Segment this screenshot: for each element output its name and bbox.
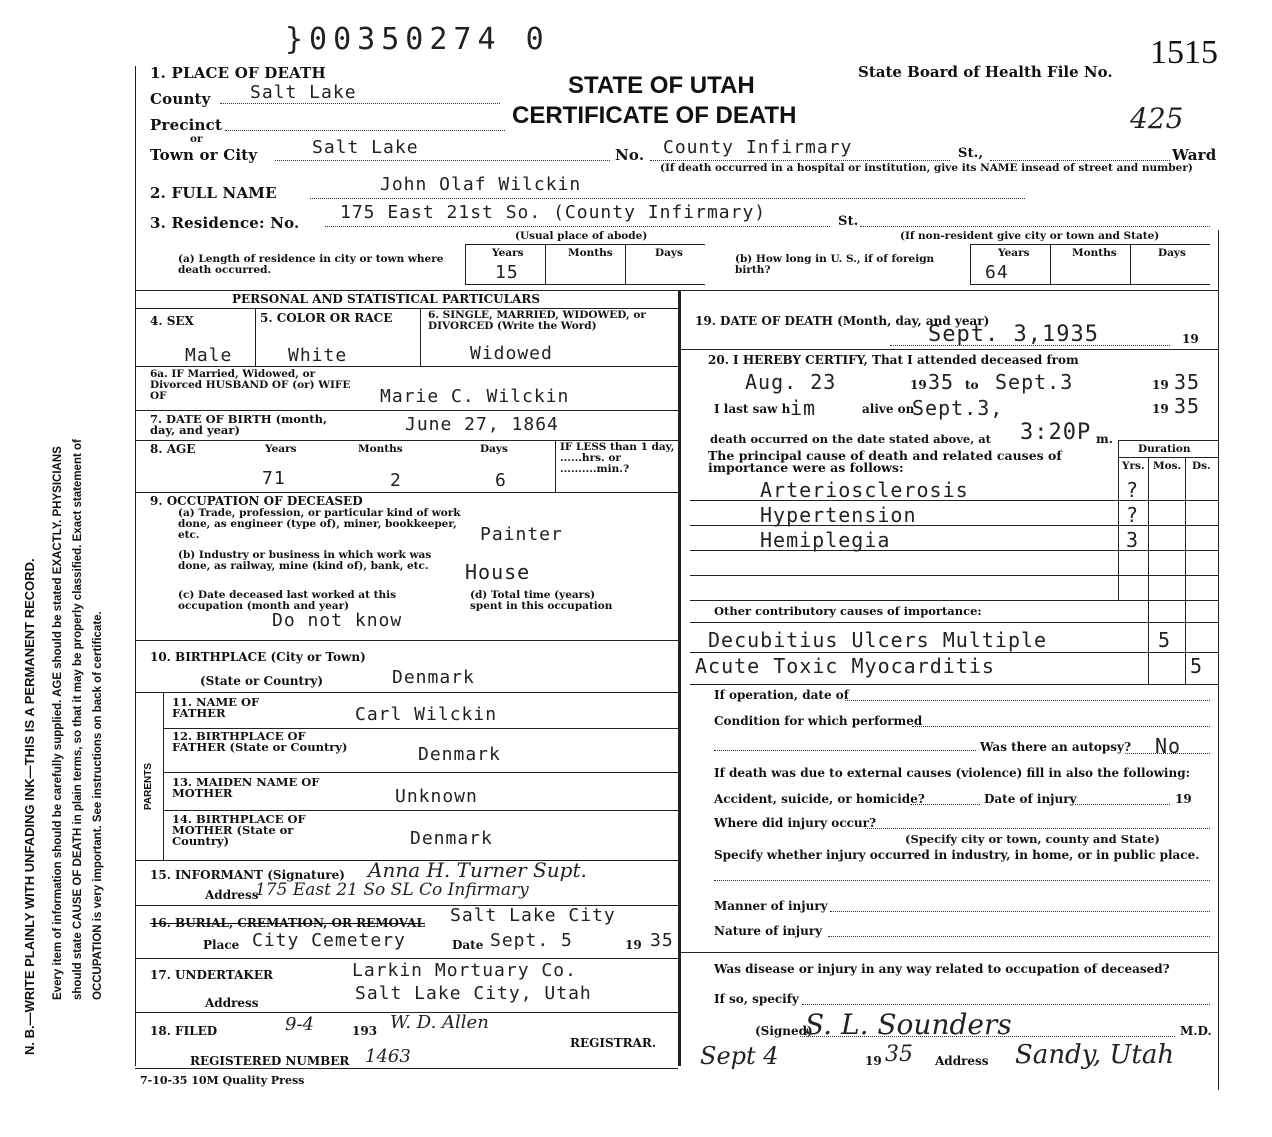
other-cause-1: Decubitius Ulcers Multiple: [708, 628, 1048, 652]
registrar-signature: W. D. Allen: [390, 1012, 489, 1033]
length-residence-label: (a) Length of residence in city or town where death occurred.: [178, 253, 444, 276]
personal-heading: PERSONAL AND STATISTICAL PARTICULARS: [232, 292, 541, 306]
industry-line: [714, 880, 1210, 881]
us-box-left: [970, 244, 971, 284]
registered-number-value: 1463: [365, 1046, 411, 1067]
signed-label: (Signed): [755, 1024, 813, 1038]
cause-label: The principal cause of death and related causes of importance were as follows:: [708, 448, 1062, 475]
parents-label: PARENTS: [143, 762, 154, 810]
father-birthplace-value: Denmark: [418, 744, 501, 765]
sex-value: Male: [185, 345, 233, 366]
color-value: White: [288, 345, 348, 366]
usual-abode-note: (Usual place of abode): [515, 230, 648, 242]
age-label: 8. AGE: [150, 442, 196, 456]
birthplace-value: Denmark: [392, 667, 475, 688]
age-days-value: 6: [495, 470, 507, 491]
other-causes-label: Other contributory causes of importance:: [714, 604, 982, 618]
county-value: Salt Lake: [250, 82, 357, 103]
occupation-label: 9. OCCUPATION OF DECEASED: [150, 494, 363, 508]
burial-year: 35: [650, 930, 674, 951]
bottom-border-left: [135, 1068, 678, 1069]
undertaker-label: 17. UNDERTAKER: [150, 968, 273, 982]
file-no-label: State Board of Health File No.: [858, 63, 1113, 81]
length-box-left: [465, 244, 466, 284]
other-line-2: [690, 684, 1218, 685]
us-years-label: Years: [998, 247, 1030, 259]
where-injury-label: Where did injury occur?: [714, 816, 877, 830]
institution-line: [650, 160, 950, 161]
injury-date-line: [1075, 804, 1170, 805]
if-so-line: [802, 1004, 1210, 1005]
left-border: [135, 66, 136, 1066]
medical-row-1: [680, 349, 1218, 350]
cause-line-3: [690, 550, 1218, 551]
occupation-d-label: (d) Total time (years) spent in this occupation: [470, 589, 613, 612]
time-m-label: m.: [1096, 432, 1113, 446]
spouse-label: 6a. IF Married, Widowed, or Divorced HUSBAND OF (or) WIFE OF: [150, 368, 351, 402]
operation-line: [845, 700, 1210, 701]
nature-line: [828, 936, 1210, 937]
alive-on-value: Sept.3,: [912, 396, 1004, 420]
row-line-5: [135, 640, 678, 641]
top-divider: [135, 290, 1218, 291]
manner-label: Manner of injury: [714, 899, 828, 913]
autopsy-label: Was there an autopsy?: [980, 740, 1132, 754]
state-title: STATE OF UTAH: [568, 72, 755, 99]
center-divider: [678, 290, 681, 1066]
occupation-a-value: Painter: [480, 524, 563, 545]
town-line: [275, 160, 610, 161]
alive-year: 35: [1174, 394, 1201, 418]
burial-date-value: Sept. 5: [490, 930, 573, 951]
length-box-bottom: [465, 284, 705, 285]
residence-line: [325, 226, 830, 227]
filed-value: 9-4: [285, 1014, 314, 1035]
autopsy-line: [1125, 753, 1210, 754]
precinct-label: Precinct: [150, 116, 223, 134]
handwritten-number: 425: [1130, 102, 1184, 135]
no-label: No.: [615, 146, 645, 164]
cause-1: Arteriosclerosis: [760, 478, 969, 502]
side-note-line-4: OCCUPATION is very important. See instructions on back of certificate.: [92, 611, 104, 1000]
signed-year: 35: [885, 1042, 913, 1067]
us-years-value: 64: [985, 262, 1009, 283]
side-note-line-3: should state CAUSE OF DEATH in plain terms, so that it may be properly classified. Exact statement of: [72, 439, 84, 1000]
row-line-6: [135, 692, 678, 693]
condition-label: Condition for which performed: [714, 714, 923, 728]
ward-label: Ward: [1172, 146, 1217, 164]
us-residence-label: (b) How long in U. S., if of foreign birth?: [735, 253, 935, 276]
specify-place-note: (Specify city or town, county and State): [905, 832, 1160, 846]
informant-signature: Anna H. Turner Supt.: [368, 858, 587, 882]
date-of-death-value: Sept. 3,1935: [928, 322, 1099, 347]
other-line-1: [690, 652, 1218, 653]
residence-label: 3. Residence: No.: [150, 214, 300, 232]
ward-line: [990, 160, 1170, 161]
other-line-0: [690, 622, 1218, 623]
from-year-prefix: 19: [910, 378, 927, 392]
to-year: 35: [1174, 370, 1201, 394]
us-box-div2: [1130, 244, 1131, 284]
us-months-label: Months: [1072, 247, 1117, 259]
place-of-death-label: 1. PLACE OF DEATH: [150, 64, 326, 82]
date-year-prefix: 19: [1182, 332, 1199, 346]
cause-line-2: [690, 525, 1218, 526]
attended-to: Sept.3: [995, 370, 1074, 394]
parents-divider: [163, 692, 164, 860]
or-label: or: [190, 133, 203, 145]
occupation-c-value: Do not know: [272, 610, 403, 631]
signed-year-prefix: 19: [865, 1054, 882, 1068]
mother-birthplace-label: 14. BIRTHPLACE OF MOTHER (State or Country): [172, 812, 306, 848]
duration-ds-label: Ds.: [1192, 460, 1211, 472]
duration-top: [1118, 440, 1218, 441]
length-years-label: Years: [492, 247, 524, 259]
spouse-value: Marie C. Wilckin: [380, 386, 570, 407]
signature-line: [800, 1036, 1175, 1037]
other-cause-2-ds: 5: [1190, 654, 1204, 678]
occupation-b-label: (b) Industry or business in which work was done, as railway, mine (kind of), bank, etc.: [178, 549, 432, 572]
sex-divider: [255, 308, 256, 366]
mother-name-value: Unknown: [395, 786, 478, 807]
residence-line-2: [860, 226, 1210, 227]
age-divider: [555, 440, 556, 492]
operation-label: If operation, date of: [714, 688, 849, 702]
length-box-div2: [625, 244, 626, 284]
if-so-label: If so, specify: [714, 992, 799, 1006]
file-number: 1515: [1150, 34, 1218, 71]
us-days-label: Days: [1158, 247, 1186, 259]
document-title: CERTIFICATE OF DEATH: [512, 102, 797, 129]
length-box-div1: [545, 244, 546, 284]
length-days-label: Days: [655, 247, 683, 259]
mother-name-label: 13. MAIDEN NAME OF MOTHER: [172, 775, 320, 800]
birthplace-state-label: (State or Country): [200, 674, 324, 688]
filed-label: 18. FILED: [150, 1024, 218, 1038]
row-line-12: [135, 958, 678, 959]
marital-value: Widowed: [470, 343, 553, 364]
other-cause-1-mos: 5: [1158, 628, 1172, 652]
us-box-div1: [1050, 244, 1051, 284]
cause-3: Hemiplegia: [760, 528, 891, 552]
duration-div2: [1185, 457, 1186, 685]
informant-address-label: Address: [205, 888, 259, 902]
duration-left: [1118, 440, 1119, 600]
burial-place-value: City Cemetery: [252, 930, 406, 951]
town-label: Town or City: [150, 146, 258, 164]
cause-2: Hypertension: [760, 503, 917, 527]
county-line: [220, 103, 500, 104]
institution-value: County Infirmary: [663, 137, 853, 158]
dob-value: June 27, 1864: [405, 414, 559, 435]
informant-address: 175 East 21 So SL Co Infirmary: [255, 880, 529, 900]
row-line-9: [163, 810, 678, 811]
accident-line: [910, 804, 980, 805]
duration-div1: [1148, 457, 1149, 685]
cause-line-1: [690, 500, 1218, 501]
cause-3-yrs: 3: [1126, 528, 1140, 552]
right-border: [1218, 230, 1219, 1090]
certificate-number: }00350274 0: [285, 22, 550, 57]
signed-address-label: Address: [935, 1054, 989, 1068]
registered-number-label: REGISTERED NUMBER: [190, 1054, 350, 1068]
occupation-c-label: (c) Date deceased last worked at this occupation (month and year): [178, 589, 396, 612]
birthplace-label: 10. BIRTHPLACE (City or Town): [150, 650, 366, 664]
undertaker-address-value: Salt Lake City, Utah: [355, 983, 592, 1004]
color-label: 5. COLOR OR RACE: [260, 311, 393, 325]
duration-yrs-label: Yrs.: [1122, 460, 1145, 472]
side-note-line-2: Every item of information should be carefully supplied. AGE should be stated EXACTLY. PHYSICIANS: [52, 446, 64, 1000]
signed-address: Sandy, Utah: [1015, 1040, 1175, 1070]
related-occupation-label: Was disease or injury in any way related to occupation of deceased?: [714, 962, 1170, 976]
alive-label: alive on: [862, 402, 915, 416]
duration-mos-label: Mos.: [1153, 460, 1182, 472]
age-months-value: 2: [390, 470, 402, 491]
other-cause-2: Acute Toxic Myocarditis: [695, 654, 995, 678]
print-line: 7-10-35 10M Quality Press: [140, 1074, 305, 1087]
informant-label: 15. INFORMANT (Signature): [150, 868, 345, 882]
cause-1-yrs: ?: [1126, 478, 1140, 502]
us-box-bottom: [970, 284, 1210, 285]
medical-row-final: [680, 952, 1218, 953]
precinct-line: [225, 130, 505, 131]
external-causes-label: If death was due to external causes (violence) fill in also the following:: [714, 766, 1191, 780]
injury-year-prefix: 19: [1175, 792, 1192, 806]
nature-label: Nature of injury: [714, 924, 823, 938]
less-than-label: IF LESS than 1 day, ......hrs. or ..........min.?: [560, 441, 675, 475]
age-years-label: Years: [265, 443, 297, 455]
full-name-value: John Olaf Wilckin: [380, 174, 582, 195]
cause-line-5: [690, 600, 1218, 601]
residence-st-label: St.: [838, 214, 859, 229]
us-box-top: [970, 244, 1210, 245]
row-line-4: [135, 492, 678, 493]
full-name-line: [310, 198, 1025, 199]
length-years-value: 15: [495, 262, 519, 283]
to-year-prefix: 19: [1152, 378, 1169, 392]
mother-birthplace-value: Denmark: [410, 828, 493, 849]
burial-year-prefix: 19: [625, 938, 642, 952]
town-value: Salt Lake: [312, 137, 419, 158]
autopsy-pre-line: [714, 750, 976, 751]
burial-label: 16. BURIAL, CREMATION, OR REMOVAL: [150, 916, 425, 930]
marital-label: 6. SINGLE, MARRIED, WIDOWED, or DIVORCED (Write the Word): [428, 309, 646, 332]
filed-year-label: 193: [352, 1024, 378, 1038]
full-name-label: 2. FULL NAME: [150, 184, 277, 202]
occupation-b-value: House: [465, 560, 531, 584]
undertaker-address-label: Address: [205, 996, 259, 1010]
alive-year-prefix: 19: [1152, 402, 1169, 416]
county-label: County: [150, 90, 211, 108]
cause-2-yrs: ?: [1126, 503, 1140, 527]
physician-signature: S. L. Sounders: [805, 1008, 1012, 1041]
occurred-label: death occurred on the date stated above, at: [710, 432, 991, 446]
sex-label: 4. SEX: [150, 314, 194, 328]
st-label: St.,: [958, 146, 984, 161]
duration-sub-line: [1118, 457, 1218, 458]
time-of-death: 3:20P: [1020, 420, 1092, 445]
where-injury-line: [865, 828, 1210, 829]
institution-note: (If death occurred in a hospital or institution, give its NAME insead of street and number): [660, 162, 1193, 174]
side-note-line-1: N. B.—WRITE PLAINLY WITH UNFADING INK—THIS IS A PERMANENT RECORD.: [22, 558, 37, 1055]
last-saw-value: im: [790, 396, 817, 420]
from-year: 35: [928, 370, 955, 394]
cause-line-4: [690, 575, 1218, 576]
row-line-2: [135, 410, 678, 411]
age-days-label: Days: [480, 443, 508, 455]
father-birthplace-label: 12. BIRTHPLACE OF FATHER (State or Country): [172, 729, 348, 754]
md-label: M.D.: [1180, 1024, 1212, 1038]
registrar-label: REGISTRAR.: [570, 1036, 657, 1050]
last-saw-label: I last saw h: [714, 402, 791, 416]
row-line-1: [135, 366, 678, 367]
dob-label: 7. DATE OF BIRTH (month, day, and year): [150, 412, 327, 437]
length-months-label: Months: [568, 247, 613, 259]
date-of-death-label: 19. DATE OF DEATH (Month, day, and year): [695, 314, 990, 328]
industry-label: Specify whether injury occurred in industry, in home, or in public place.: [714, 848, 1200, 862]
accident-label: Accident, suicide, or homicide?: [714, 792, 925, 806]
non-resident-note: (If non-resident give city or town and State): [900, 230, 1160, 242]
father-name-value: Carl Wilckin: [355, 704, 498, 725]
father-name-label: 11. NAME OF FATHER: [172, 695, 260, 720]
autopsy-value: No: [1155, 734, 1182, 758]
age-years-value: 71: [262, 468, 286, 489]
undertaker-value: Larkin Mortuary Co.: [352, 960, 577, 981]
length-box-top: [465, 244, 705, 245]
injury-date-label: Date of injury: [984, 792, 1077, 806]
signed-date: Sept 4: [700, 1042, 779, 1070]
condition-line: [912, 726, 1210, 727]
attended-from: Aug. 23: [745, 370, 837, 394]
row-line-8: [163, 772, 678, 773]
age-months-label: Months: [358, 443, 403, 455]
date-of-death-line: [890, 345, 1170, 346]
duration-label: Duration: [1138, 443, 1191, 455]
occupation-a-label: (a) Trade, profession, or particular kind of work done, as engineer (type of), miner, bookkeeper, etc.: [178, 507, 461, 541]
burial-value: Salt Lake City: [450, 905, 616, 926]
burial-date-label: Date: [452, 938, 484, 952]
manner-line: [830, 911, 1210, 912]
color-divider: [420, 308, 421, 366]
burial-place-label: Place: [203, 938, 240, 952]
certify-label: 20. I HEREBY CERTIFY, That I attended deceased from: [708, 353, 1079, 367]
residence-value: 175 East 21st So. (County Infirmary): [340, 202, 767, 223]
to-label: to: [965, 378, 979, 392]
